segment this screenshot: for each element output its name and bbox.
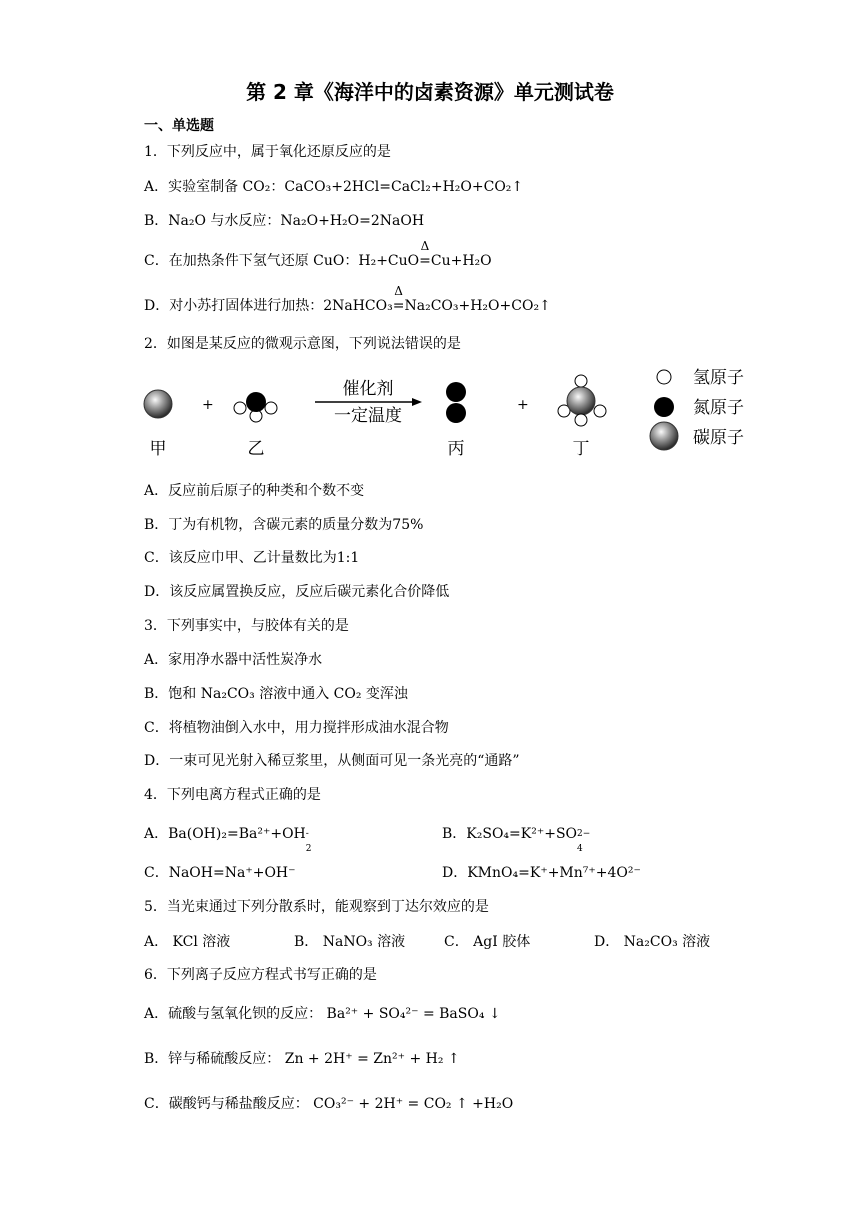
q6-option-b: B．锌与稀硫酸反应： Zn + 2H⁺ = Zn²⁺ + H₂ ↑ xyxy=(144,1051,460,1067)
q6-option-a: A．硫酸与氢氧化钡的反应： Ba²⁺ + SO₄²⁻ = BaSO₄ ↓ xyxy=(144,1006,501,1022)
catalyst-label: 催化剂 xyxy=(342,379,394,399)
ding-hydrogen-atom xyxy=(575,414,587,426)
q5-option-d: D． Na₂CO₃ 溶液 xyxy=(594,934,711,950)
q2-option-c: C．该反应巾甲、乙计量数比为1:1 xyxy=(144,550,360,566)
q2-option-a: A．反应前后原子的种类和个数不变 xyxy=(144,483,365,499)
plus-sign-2: + xyxy=(517,397,529,413)
label-ding: 丁 xyxy=(572,439,590,459)
q1-option-c xyxy=(144,239,492,270)
yi-nitrogen-atom xyxy=(246,392,266,412)
q1-option-c-products: Cu+H₂O xyxy=(430,253,492,269)
q3-stem: 3．下列事实中，与胶体有关的是 xyxy=(144,618,349,634)
page-title: 第 2 章《海洋中的卤素资源》单元测试卷 xyxy=(246,80,614,104)
equals-sign: = xyxy=(392,298,405,314)
q6-option-c: C．碳酸钙与稀盐酸反应： CO₃²⁻ + 2H⁺ = CO₂ ↑ +H₂O xyxy=(144,1096,514,1112)
label-jia: 甲 xyxy=(149,439,167,459)
q2-option-b: B．丁为有机物，含碳元素的质量分数为75% xyxy=(144,517,424,533)
q2-stem: 2．如图是某反应的微观示意图，下列说法错误的是 xyxy=(144,336,461,352)
section-heading: 一、单选题 xyxy=(144,118,214,134)
legend-nitrogen-label: 氮原子 xyxy=(693,398,744,418)
legend-nitrogen-symbol xyxy=(654,397,674,417)
heating-condition xyxy=(419,239,431,269)
yi-hydrogen-atom xyxy=(265,402,277,414)
q5-stem: 5．当光束通过下列分散系时，能观察到丁达尔效应的是 xyxy=(144,899,489,915)
label-yi: 乙 xyxy=(247,439,265,459)
equals-sign: = xyxy=(419,253,431,269)
q1-option-d-text: D．对小苏打固体进行加热：2NaHCO₃ xyxy=(144,298,393,314)
q4-b-superscript: 2− xyxy=(577,829,591,839)
q3-option-a: A．家用净水器中活性炭净水 xyxy=(144,652,323,668)
label-bing: 丙 xyxy=(447,439,465,459)
jia-carbon-atom xyxy=(144,390,172,418)
q4-stem: 4．下列电离方程式正确的是 xyxy=(144,787,321,803)
legend-hydrogen-symbol xyxy=(657,370,671,384)
bing-nitrogen-atom xyxy=(446,403,466,423)
q3-option-c: C．将植物油倒入水中，用力搅拌形成油水混合物 xyxy=(144,720,449,736)
q4-option-b xyxy=(442,823,595,854)
q4-a-subscript: 2 xyxy=(305,844,312,854)
ding-hydrogen-atom xyxy=(575,375,587,387)
q4-a-superscript: - xyxy=(305,829,309,839)
q5-option-b: B． NaNO₃ 溶液 xyxy=(294,934,406,950)
arrow-head xyxy=(412,398,422,406)
legend-carbon-symbol xyxy=(650,422,678,450)
q4-option-a xyxy=(144,823,320,854)
heating-condition xyxy=(392,284,405,314)
ding-hydrogen-atom xyxy=(594,405,606,417)
q4-b-subscript: 4 xyxy=(577,844,583,854)
q3-option-d: D．一束可见光射入稀豆浆里，从侧面可见一条光亮的“通路” xyxy=(144,753,520,769)
q1-option-a: A．实验室制备 CO₂：CaCO₃+2HCl=CaCl₂+H₂O+CO₂↑ xyxy=(144,179,524,195)
temperature-label: 一定温度 xyxy=(334,406,402,426)
plus-sign-1: + xyxy=(202,397,214,413)
q4-option-a-text: A．Ba(OH)₂=Ba²⁺+OH xyxy=(144,826,306,842)
q6-stem: 6．下列离子反应方程式书写正确的是 xyxy=(144,967,377,983)
q1-stem: 1．下列反应中，属于氧化还原反应的是 xyxy=(144,144,391,160)
delta-symbol: Δ xyxy=(420,239,430,253)
yi-hydrogen-atom xyxy=(234,402,246,414)
legend-hydrogen-label: 氢原子 xyxy=(693,368,744,388)
q1-option-d xyxy=(144,284,551,315)
q1-option-b: B．Na₂O 与水反应：Na₂O+H₂O=2NaOH xyxy=(144,213,425,229)
q2-option-d: D．该反应属置换反应，反应后碳元素化合价降低 xyxy=(144,584,450,600)
q4-option-b-text: B．K₂SO₄=K²⁺+SO xyxy=(442,826,578,842)
q3-option-b: B．饱和 Na₂CO₃ 溶液中通入 CO₂ 变浑浊 xyxy=(144,686,408,702)
q5-option-c: C． AgI 胶体 xyxy=(444,934,531,950)
q4-option-d: D．KMnO₄=K⁺+Mn⁷⁺+4O²⁻ xyxy=(442,865,641,881)
legend-carbon-label: 碳原子 xyxy=(693,428,744,448)
ding-carbon-atom xyxy=(567,387,595,415)
delta-symbol: Δ xyxy=(394,284,403,298)
q4-option-c: C．NaOH=Na⁺+OH⁻ xyxy=(144,865,296,881)
bing-nitrogen-atom xyxy=(446,382,466,402)
q1-option-c-text: C．在加热条件下氢气还原 CuO：H₂+CuO xyxy=(144,253,420,269)
q5-option-a: A． KCl 溶液 xyxy=(144,934,231,950)
reaction-diagram xyxy=(140,364,760,464)
q1-option-d-products: Na₂CO₃+H₂O+CO₂↑ xyxy=(404,298,551,314)
